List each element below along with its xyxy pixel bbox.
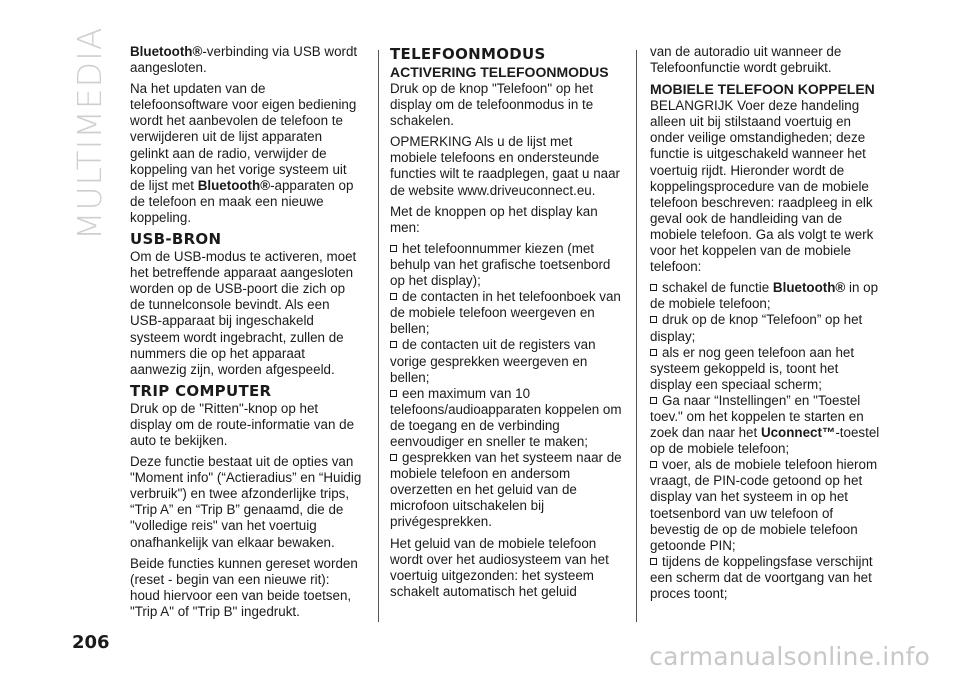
bullet-square-icon [650,397,657,404]
list-item-text: als er nog geen telefoon aan het systeem gekoppeld is, toont het display een speciaal scherm; [650,344,855,392]
text: -apparaten op de telefoon en maak een nieuwe koppeling. [130,177,354,225]
list-item-text: het telefoonnummer kiezen (met behulp van het grafische toetsenbord op het display); [390,240,611,289]
text: -verbinding via USB wordt aangesloten. [130,44,358,76]
bullet-square-icon [390,390,397,397]
list-item [650,312,882,344]
paragraph: Het geluid van de mobiele telefoon wordt over het audiosysteem van het voertuig uitgezonden: het systeem schakelt automatisch het geluid [390,535,609,599]
bullet-square-icon [650,558,657,565]
text: in op de mobiele telefoon; [650,280,879,312]
paragraph: Deze functie bestaat uit de opties van "Moment info" (“Actieradius” en “Huidig verbruik") en twee afzonderlijke trips, “Trip A” en “Trip B” genaamd, die de "volledige reis" van het voertuig onafhankelijk van elkaar bewaken. [130,454,362,550]
paragraph: Met de knoppen op het display kan men: [390,203,598,235]
list-item [650,457,882,554]
paragraph: Druk op de "Ritten"-knop op het display om de route-informatie van de auto te bekijken. [130,400,355,448]
list-item [650,554,882,602]
column-1 [130,44,362,625]
text: Na het updaten van de telefoonsoftware voor eigen bediening wordt het aanbevolen de telefoon te verwijderen uit de lijst apparaten gelinkt aan de radio, verwijder de koppeling van het vorige systeem uit de lijst met [130,81,357,193]
column-divider [636,50,637,622]
watermark: carmanualsonline.info [649,642,930,671]
list-item [390,241,622,289]
bullet-square-icon [650,349,657,356]
list-item-text: de contacten in het telefoonboek van de mobiele telefoon weergeven en bellen; [390,289,621,337]
bullet-square-icon [650,461,657,468]
list-item-text: gesprekken van het systeem naar de mobiele telefoon en andersom overzetten en het geluid van de microfoon uitschakelen bij privégesprekken. [390,450,622,530]
list-item-text: een maximum van 10 telefoons/audioapparaten koppelen om de toegang en de verbinding eenvoudiger en sneller te maken; [390,385,622,449]
list-item [390,450,622,530]
bold-term: Bluetooth® [772,280,846,296]
paragraph: BELANGRIJK Voer deze handeling alleen uit bij stilstaand voertuig en onder veilige omstandigheden; deze functie is uitgeschakeld wanneer het voertuig rijdt. Hieronder wordt de koppelingsprocedure van de mobiele telefoon beschreven: raadpleeg in elk geval ook de handleiding van de mobiele telefoon. Ga als volgt te werk voor het koppelen van de mobiele telefoon: [650,98,874,275]
paragraph: Beide functies kunnen gereset worden (reset - begin van een nieuwe rit): houd hiervoor een van beide toetsen, "Trip A" of "Trip B" ingedrukt. [130,555,358,619]
section-heading-trip: TRIP COMPUTER [130,381,272,400]
section-heading-usb: USB-BRON [130,230,222,249]
paragraph: van de autoradio uit wanneer de Telefoonfunctie wordt gebruikt. [650,44,842,76]
column-3 [650,44,882,602]
paragraph [130,81,362,226]
bullet-square-icon [650,284,657,291]
section-heading-telefoonmodus: TELEFOONMODUS [390,45,546,63]
text: Ga naar “Instellingen” en "Toestel toev." om het koppelen te starten en zoek dan naar het [650,392,864,441]
column-2 [390,44,622,605]
bullet-square-icon [390,245,397,252]
list-item-text: de contacten uit de registers van vorige gesprekken weergeven en bellen; [390,337,596,385]
list-item [650,280,882,312]
list-item-text: tijdens de koppelingsfase verschijnt een scherm dat de voortgang van het proces toont; [650,553,873,601]
list-item [650,393,882,457]
subheading-koppelen: MOBIELE TELEFOON KOPPELEN [650,81,875,98]
list-item [650,345,882,393]
list-item [390,289,622,337]
paragraph: OPMERKING Als u de lijst met mobiele telefoons en ondersteunde functies wilt te raadplegen, gaat u naar de website www.driveuconnect.eu. [390,134,621,198]
bullet-square-icon [390,454,397,461]
bold-term: Bluetooth® [130,44,203,59]
list-item-text: voer, als de mobiele telefoon hierom vraagt, de PIN-code getoond op het display van het systeem in op het toetsenbord van uw telefoon of bevestig de op de mobiele telefoon getoonde PIN; [650,457,878,553]
section-side-label: MULTIMEDIA [70,26,109,240]
bullet-square-icon [390,293,397,300]
list-item-text: druk op de knop “Telefoon” op het display; [650,312,863,344]
column-divider [378,50,379,622]
paragraph: Druk op de knop "Telefoon" op het display om de telefoonmodus in te schakelen. [390,81,594,129]
bold-term: Uconnect™ [760,425,836,441]
subheading-activering: ACTIVERING TELEFOONMODUS [390,64,609,80]
list-item [390,386,622,450]
list-item [390,337,622,385]
page-number: 206 [72,632,110,653]
bullet-square-icon [650,316,657,323]
text: -toestel op de mobiele telefoon; [650,425,880,457]
text: schakel de functie [662,280,773,296]
paragraph: Om de USB-modus te activeren, moet het betreffende apparaat aangesloten worden op de USB-poort die zich op de tunnelconsole bevindt. Als een USB-apparaat bij ingeschakeld systeem wordt ingebracht, zullen de nummers die op het apparaat aanwezig zijn, worden afgespeeld. [130,249,357,377]
paragraph [130,44,362,76]
bullet-square-icon [390,341,397,348]
bold-term: Bluetooth® [197,177,271,193]
